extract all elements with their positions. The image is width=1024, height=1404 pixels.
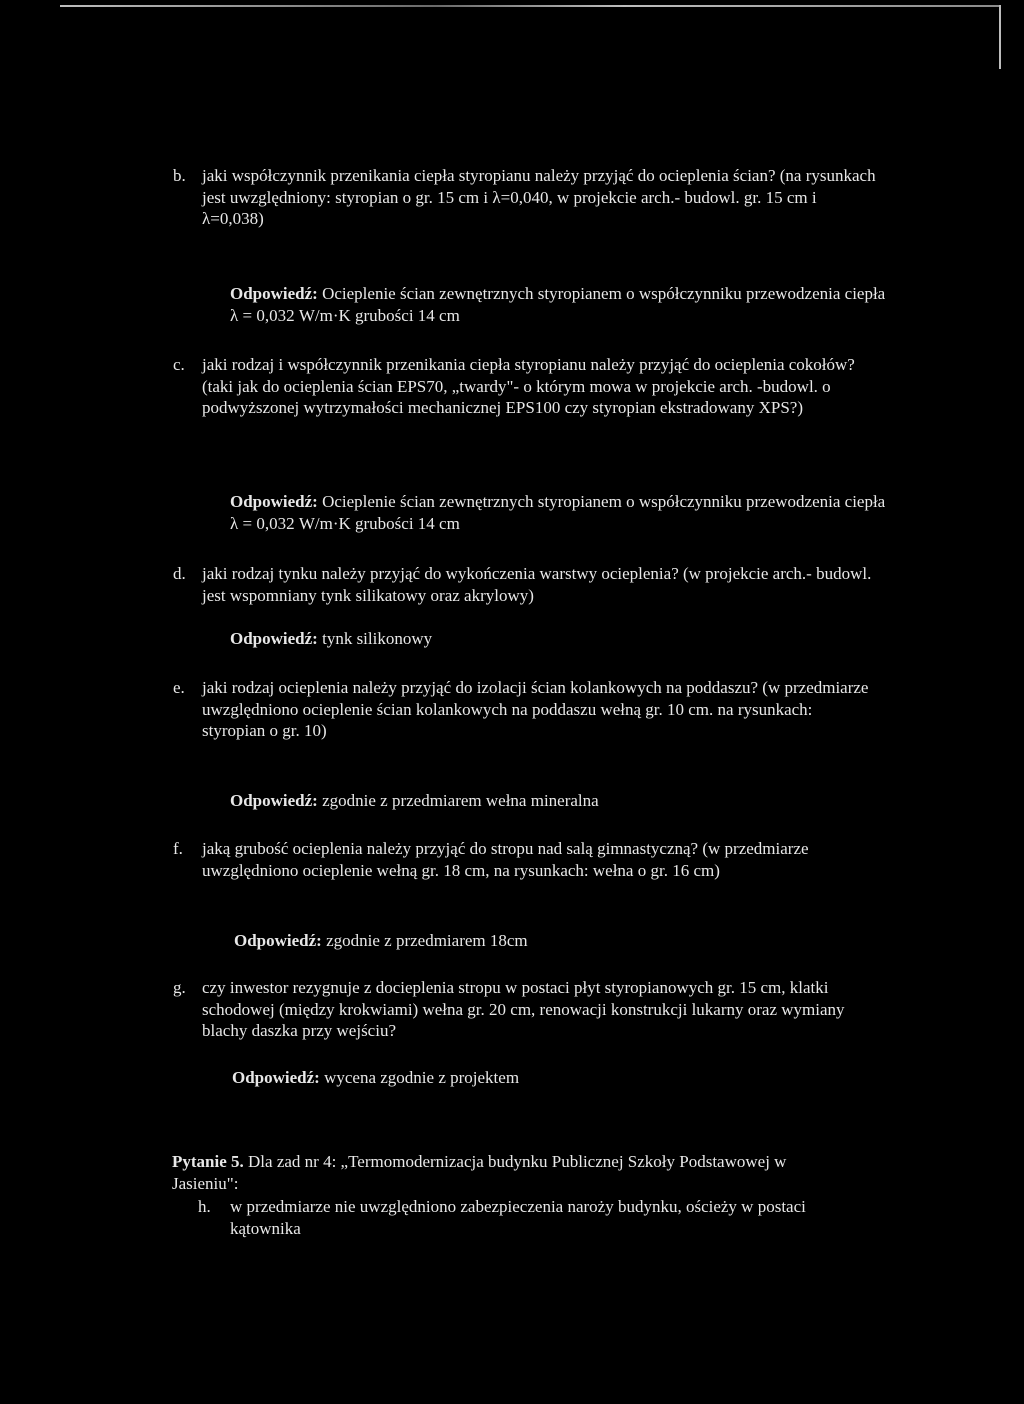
question-letter: c. xyxy=(173,355,185,374)
answer-text: zgodnie z przedmiarem wełna mineralna xyxy=(322,791,599,810)
answer-label: Odpowiedź: xyxy=(230,284,318,303)
answer-c xyxy=(230,491,890,534)
question-e xyxy=(173,677,876,742)
answer-f xyxy=(234,930,894,952)
question-text: czy inwestor rezygnuje z docieplenia stropu w postaci płyt styropianowych gr. 15 cm, klatki schodowej (między krokwiami) wełna gr. 20 cm, renowacji konstrukcji lukarny oraz wymiany blachy daszka przy wejściu? xyxy=(202,978,845,1040)
question-c xyxy=(173,354,876,419)
question-letter: h. xyxy=(198,1197,211,1216)
answer-e xyxy=(230,790,890,812)
question-text: jaki rodzaj i współczynnik przenikania ciepła styropianu należy przyjąć do ocieplenia cokołów? (taki jak do ocieplenia ścian EPS70, „twardy"- o którym mowa w projekcie arch. -budowl. o podwyższonej wytrzymałości mechanicznej EPS100 czy styropian ekstradowany XPS?) xyxy=(202,355,855,417)
answer-text: Ocieplenie ścian zewnętrznych styropianem o współczynniku przewodzenia ciepła λ = 0,032 W/m·K grubości 14 cm xyxy=(230,284,886,325)
question-b xyxy=(173,165,876,230)
question-d xyxy=(173,563,876,606)
answer-d xyxy=(230,628,890,650)
answer-label: Odpowiedź: xyxy=(230,629,318,648)
question-text: jaki współczynnik przenikania ciepła styropianu należy przyjąć do ocieplenia ścian? (na rysunkach jest uwzględniony: styropian o gr. 15 cm i λ=0,040, w projekcie arch.- budowl. gr. 15 cm i λ=0,038) xyxy=(202,166,876,228)
answer-label: Odpowiedź: xyxy=(232,1068,320,1087)
question-letter: f. xyxy=(173,839,183,858)
scan-border-top xyxy=(60,5,1000,7)
question-text: w przedmiarze nie uwzględniono zabezpieczenia naroży budynku, ościeży w postaci kątownika xyxy=(230,1197,806,1238)
answer-text: wycena zgodnie z projektem xyxy=(324,1068,520,1087)
answer-b xyxy=(230,283,890,326)
question-5-label: Pytanie 5. xyxy=(172,1152,244,1171)
question-5-item-h xyxy=(198,1196,878,1239)
answer-text: Ocieplenie ścian zewnętrznych styropianem o współczynniku przewodzenia ciepła λ = 0,032 W/m·K grubości 14 cm xyxy=(230,492,886,533)
question-letter: b. xyxy=(173,166,186,185)
question-5-text: Dla zad nr 4: „Termomodernizacja budynku Publicznej Szkoły Podstawowej w Jasieniu": xyxy=(172,1152,787,1193)
answer-label: Odpowiedź: xyxy=(230,791,318,810)
answer-label: Odpowiedź: xyxy=(234,931,322,950)
question-f xyxy=(173,838,876,881)
scan-border-right xyxy=(999,5,1001,69)
question-text: jaką grubość ocieplenia należy przyjąć do stropu nad salą gimnastyczną? (w przedmiarze uwzględniono ocieplenie wełną gr. 18 cm, na rysunkach: wełna o gr. 16 cm) xyxy=(202,839,809,880)
question-letter: e. xyxy=(173,678,185,697)
question-g xyxy=(173,977,876,1042)
answer-g xyxy=(232,1067,892,1089)
question-letter: g. xyxy=(173,978,186,997)
answer-label: Odpowiedź: xyxy=(230,492,318,511)
question-5-heading xyxy=(172,1151,852,1194)
answer-text: tynk silikonowy xyxy=(322,629,433,648)
question-letter: d. xyxy=(173,564,186,583)
answer-text: zgodnie z przedmiarem 18cm xyxy=(326,931,528,950)
question-text: jaki rodzaj ocieplenia należy przyjąć do izolacji ścian kolankowych na poddaszu? (w przedmiarze uwzględniono ocieplenie ścian kolankowych na poddaszu wełną gr. 10 cm. na rysunkach: styropian o gr. 10) xyxy=(202,678,869,740)
question-text: jaki rodzaj tynku należy przyjąć do wykończenia warstwy ocieplenia? (w projekcie arch.- budowl. jest wspomniany tynk silikatowy oraz akrylowy) xyxy=(202,564,872,605)
